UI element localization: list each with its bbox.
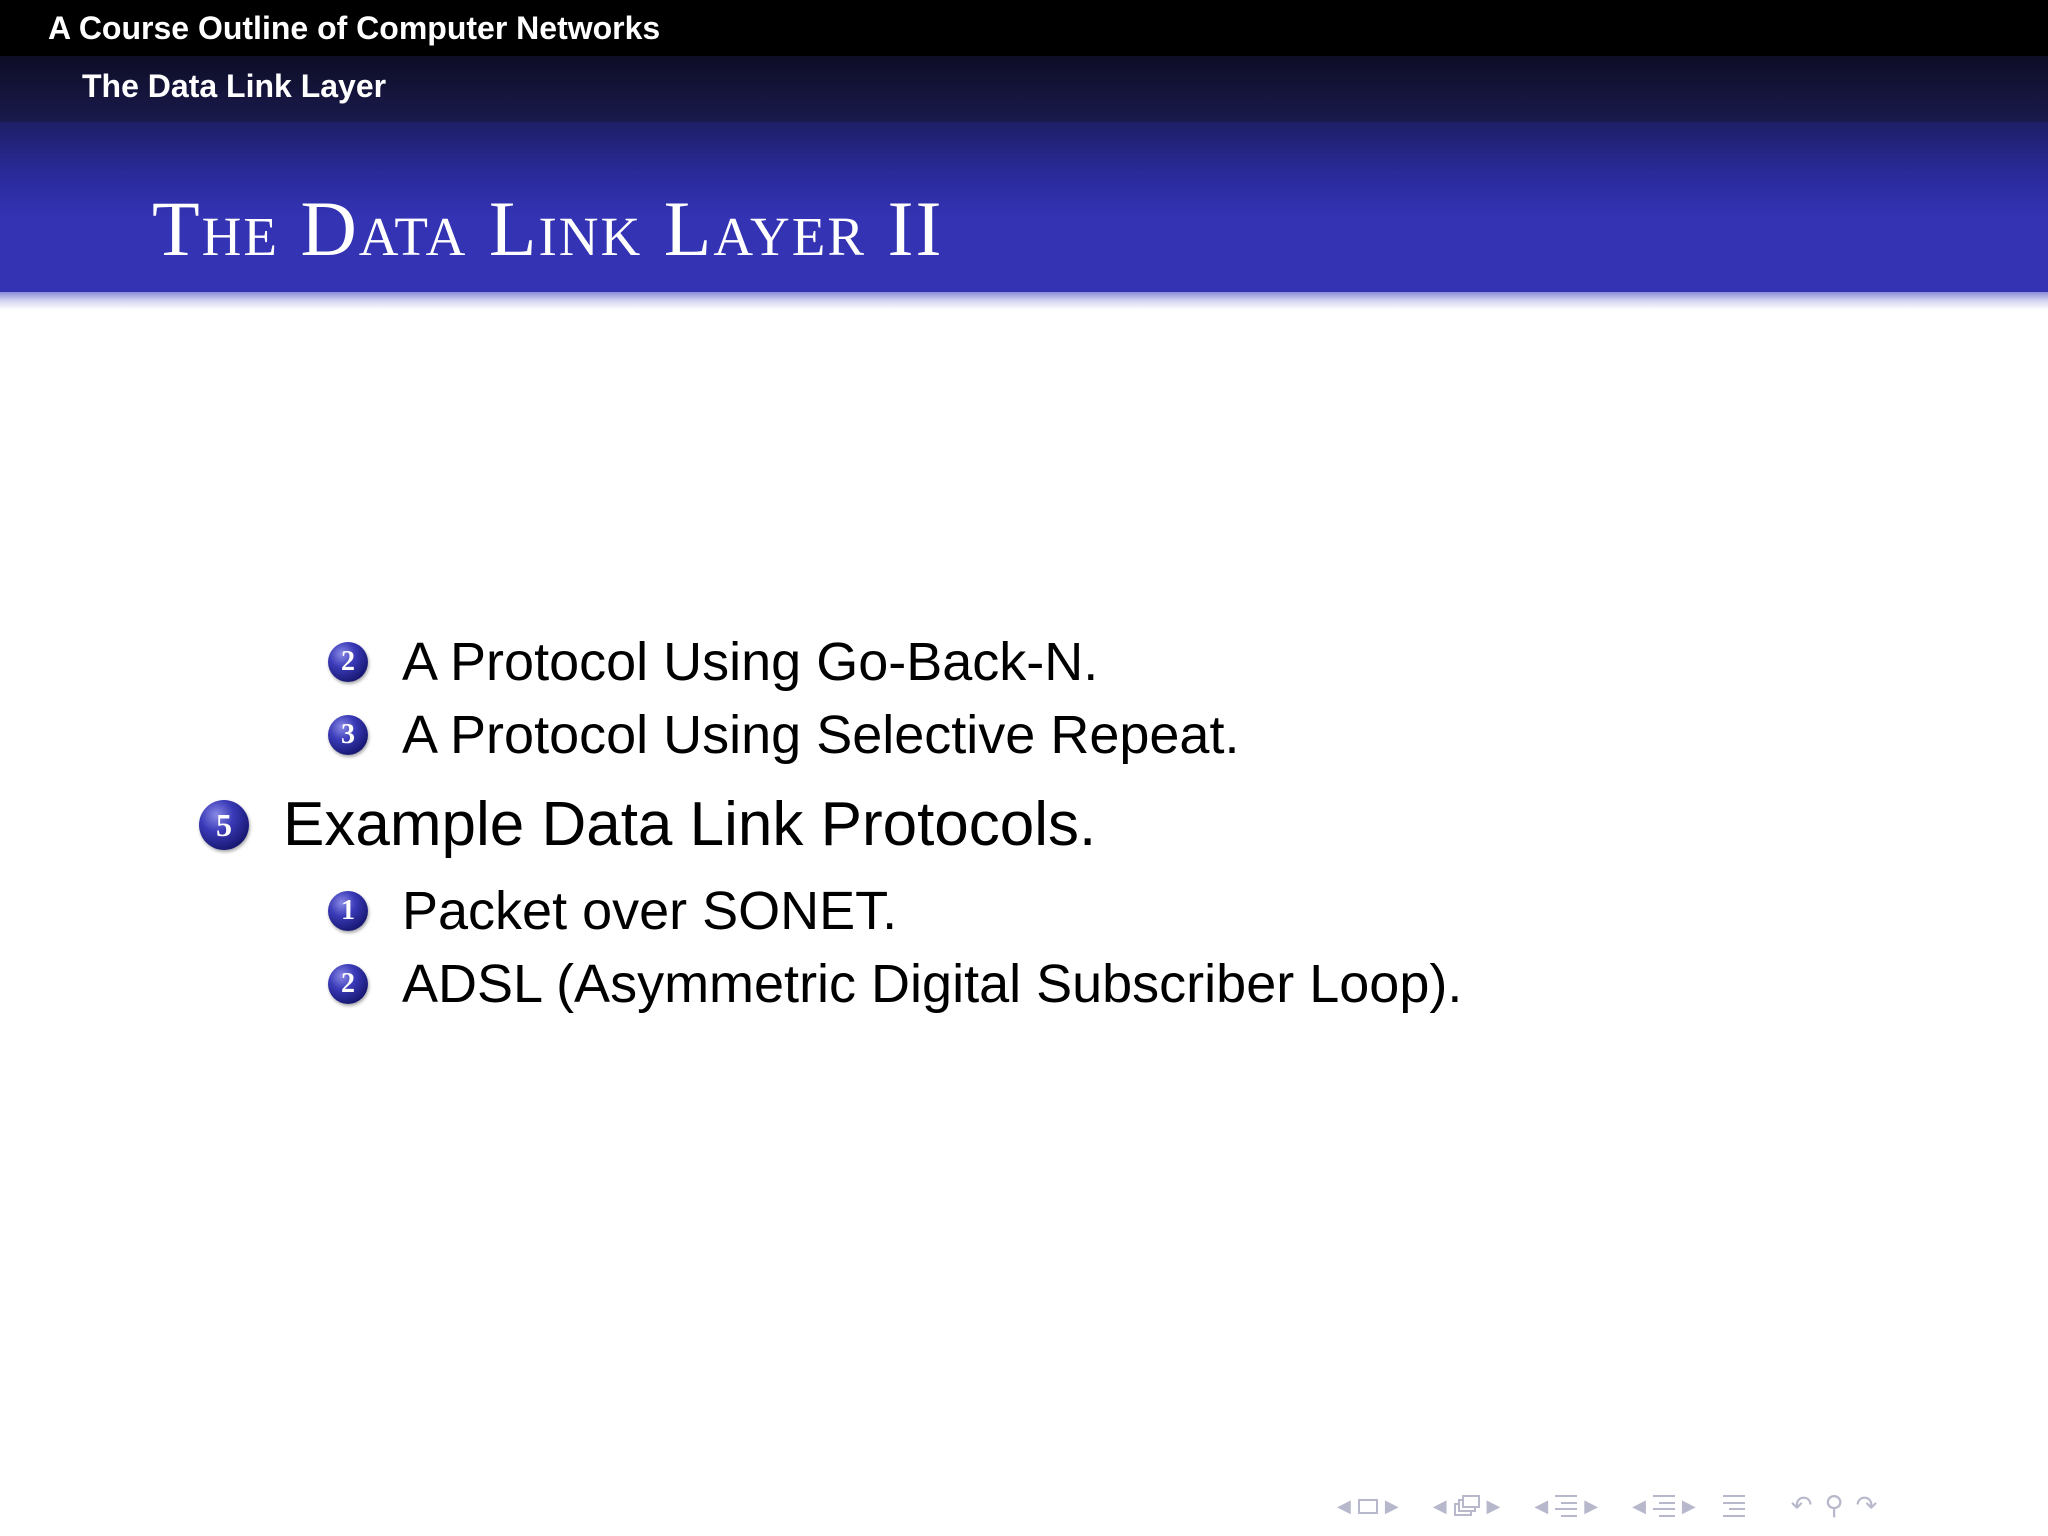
list-item (328, 703, 1239, 767)
list-item-text: Packet over SONET. (402, 881, 898, 941)
section-title[interactable]: The Data Link Layer (82, 68, 387, 104)
back-icon[interactable]: ↶ (1790, 1491, 1813, 1521)
list-item (328, 952, 1462, 1016)
frame-icon[interactable] (1358, 1499, 1378, 1514)
subsection-icon[interactable] (1454, 1495, 1480, 1517)
prev-frame-icon[interactable]: ◀ (1337, 1495, 1351, 1517)
next-frame-icon[interactable]: ▶ (1384, 1495, 1399, 1517)
next-section-icon[interactable]: ▶ (1584, 1495, 1599, 1517)
enumerate-bullet-icon: 5 (199, 800, 249, 850)
prev-section-icon[interactable]: ◀ (1534, 1495, 1549, 1517)
slide-group-icon[interactable] (1653, 1495, 1675, 1517)
search-icon[interactable]: ⚲ (1824, 1491, 1844, 1521)
section-icon[interactable] (1555, 1495, 1577, 1517)
list-item-text: ADSL (Asymmetric Digital Subscriber Loop). (402, 954, 1463, 1014)
list-item-text: Example Data Link Protocols. (283, 790, 1097, 859)
enumerate-bullet-icon: 1 (328, 891, 368, 931)
enumerate-bullet-icon: 2 (328, 964, 368, 1004)
list-item-text: A Protocol Using Selective Repeat. (402, 705, 1240, 765)
navigation-symbols (1330, 1488, 1883, 1524)
enumerate-bullet-icon: 2 (328, 642, 368, 682)
enumerate-bullet-icon: 3 (328, 715, 368, 755)
list-item (328, 879, 897, 943)
list-item-text: A Protocol Using Go-Back-N. (402, 632, 1099, 692)
prev-slide-group-icon[interactable]: ◀ (1632, 1495, 1646, 1517)
list-item (328, 630, 1098, 694)
outline-icon[interactable] (1723, 1495, 1745, 1517)
next-subsection-icon[interactable]: ▶ (1486, 1495, 1501, 1517)
list-item (199, 789, 1096, 861)
presentation-title[interactable]: A Course Outline of Computer Networks (48, 10, 661, 46)
forward-icon[interactable]: ↷ (1855, 1491, 1878, 1521)
prev-subsection-icon[interactable]: ◀ (1432, 1495, 1447, 1517)
frame-title: The Data Link Layer II (152, 185, 944, 272)
next-slide-group-icon[interactable]: ▶ (1681, 1495, 1696, 1517)
